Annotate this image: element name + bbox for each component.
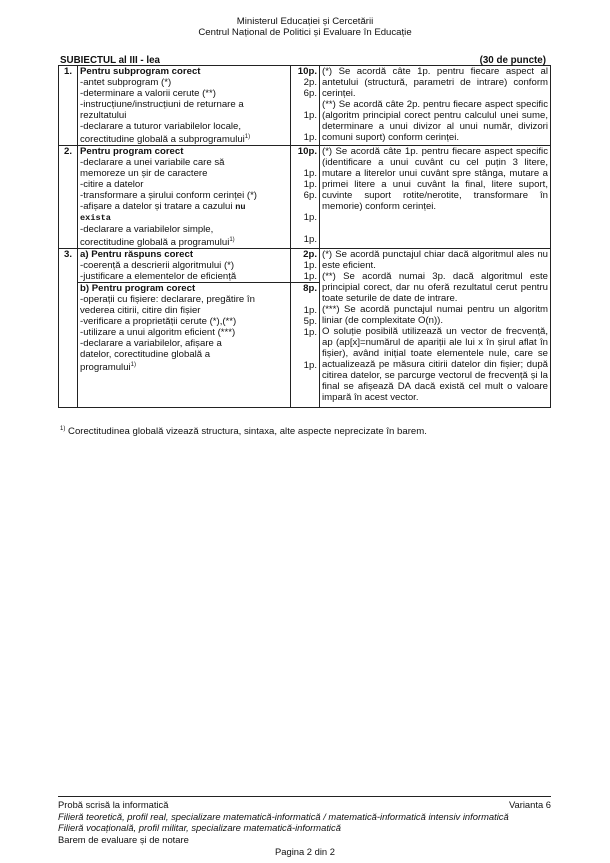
barem-label: Barem de evaluare și de notare: [58, 833, 189, 845]
criterion-points: 2p.: [303, 77, 317, 88]
criterion-points: 1p.: [303, 110, 317, 121]
track-vocational: Filieră vocațională, profil militar, specializare matematică-informatică: [58, 822, 341, 833]
item-points: 10p.: [297, 146, 317, 158]
criterion-points: 1p.: [303, 260, 317, 272]
criterion-points: 1p.: [303, 234, 317, 246]
section-points: (30 de puncte): [479, 55, 546, 66]
footnote-mark: 1): [229, 237, 235, 244]
criterion: -declarare a unei variabile care să: [80, 157, 225, 169]
page-number: Pagina 2 din 2: [275, 846, 335, 857]
item-points: 10p.: [297, 66, 317, 77]
footnote-mark: 1): [60, 426, 66, 432]
center-name: Centrul Național de Politici și Evaluare în Educație: [198, 27, 412, 38]
item-number: 1.: [59, 66, 78, 146]
criterion: -determinare a valorii cerute (**): [80, 88, 216, 99]
grading-note: (**) Se acordă câte 2p. pentru fiecare aspect specific (algoritm principial corect pentru calculul unei sume, determinare a unui divizor al unui număr, divizori comuni suport) conform cerinței.: [322, 99, 548, 143]
table-row: [59, 146, 551, 249]
criterion: -declarare a variabilelor simple,: [80, 224, 214, 236]
criterion: rezultatului: [80, 110, 127, 121]
criterion-points: 6p.: [303, 88, 317, 99]
criterion: -transformare a șirului conform cerinței (*): [80, 190, 258, 202]
criterion: -instrucțiune/instrucțiuni de returnare a: [80, 99, 244, 110]
criterion-points: 6p.: [303, 190, 317, 202]
criterion: -verificare a proprietății cerute (*),(**): [80, 316, 237, 328]
criterion: -citire a datelor: [80, 179, 144, 191]
track-theoretical: Filieră teoretică, profil real, specializare matematică-informatică / matematică-informatică intensiv informatică: [58, 810, 509, 822]
criterion: -declarare a tuturor variabilelor locale,: [80, 121, 242, 132]
criterion-points: 1p.: [303, 132, 317, 143]
footnote: [60, 426, 427, 437]
criterion: -coerență a descrierii algoritmului (*): [80, 260, 235, 272]
code-keyword: exista: [80, 213, 111, 224]
grading-note: (**) Se acordă numai 3p. dacă algoritmul este principial corect, dar nu oferă rezultatul cerut pentru toate seturile de date de intrare.: [322, 271, 548, 305]
code-keyword: nu: [235, 202, 246, 213]
grading-table: [58, 65, 551, 408]
criterion: programului$^{1)}$: [80, 362, 137, 374]
variant-label: Varianta 6: [508, 799, 551, 810]
item-number: 3.: [59, 249, 78, 407]
page-footer: [58, 799, 551, 845]
footnote-mark: 1): [244, 134, 251, 140]
footnote-text: Corectitudinea globală vizează structura, sintaxa, alte aspecte neprecizate în barem.: [68, 426, 427, 438]
grading-note: (***) Se acordă punctajul numai pentru un algoritm liniar (de complexitate O(n)).: [322, 304, 548, 327]
criterion: -afișare a datelor și tratare a cazului nu: [80, 201, 246, 213]
criterion: corectitudine globală a programului$^{1)}$: [80, 237, 235, 249]
document-header: [0, 16, 610, 38]
criterion-points: 1p.: [303, 168, 317, 180]
criterion: -declarare a variabilelor, afișare a: [80, 338, 222, 350]
criterion: vederea citirii, citire din fișier: [80, 305, 201, 317]
criterion-points: 5p.: [303, 316, 317, 328]
section-title: SUBIECTUL al III - lea: [60, 55, 160, 66]
criterion: -antet subprogram (*): [80, 77, 172, 88]
criterion-points: 1p.: [303, 179, 317, 191]
grading-note: O soluție posibilă utilizează un vector de frecvență, ap (ap[x]=numărul de apariții ale lui x în șirul aflat în fișier), având inițial toate elementele nule, care se actualizează pe măsura citirii datelor din fișier; după citirea datelor, se parcurge vectorul de frecvență și la final se afișează DA dacă există cel mult o valoare impară în acest vector.: [322, 326, 548, 404]
grading-note: (*) Se acordă câte 1p. pentru fiecare aspect al antetului (structură, parametri de intrare) conform cerinței.: [322, 66, 548, 99]
criterion-points: 1p.: [303, 327, 317, 339]
criterion-points: 1p.: [303, 212, 317, 224]
criterion: -justificare a elementelor de eficiență: [80, 271, 237, 283]
footnote-mark: 1): [130, 362, 137, 369]
grading-note: (*) Se acordă punctajul chiar dacă algoritmul ales nu este eficient.: [322, 249, 548, 272]
criterion: memoreze un șir de caractere: [80, 168, 208, 180]
criterion-points: 1p.: [303, 271, 317, 283]
criterion: datelor, corectitudine globală a: [80, 349, 211, 361]
item-title: Pentru subprogram corect: [80, 66, 201, 77]
criterion: corectitudine globală a subprogramului$^{1)}$: [80, 134, 251, 146]
item-number: 2.: [59, 146, 78, 249]
table-row: [59, 249, 551, 407]
table-row: [59, 66, 551, 146]
exam-name: Probă scrisă la informatică: [58, 799, 169, 810]
item-points: 2p.: [303, 249, 317, 261]
criterion-points: 1p.: [303, 360, 317, 372]
item-title: a) Pentru răspuns corect: [80, 249, 194, 261]
ministry-name: Ministerul Educației și Cercetării: [236, 16, 374, 27]
grading-note: (*) Se acordă câte 1p. pentru fiecare aspect specific (identificare a unui cuvânt cu cel puțin 3 litere, mutare a literelor unui cuvânt spre stânga, mutare a primei litere a unui cuvânt la final, litere suport, cuvinte suport rotite/nerotite, transformare în memorie) conform cerinței.: [322, 146, 548, 213]
item-title: b) Pentru program corect: [80, 283, 196, 295]
criterion-points: 1p.: [303, 305, 317, 317]
footer-divider: [58, 796, 551, 797]
item-points: 8p.: [303, 283, 317, 295]
criterion: -utilizare a unui algoritm eficient (***): [80, 327, 236, 339]
item-title: Pentru program corect: [80, 146, 184, 158]
criterion: -operații cu fișiere: declarare, pregătire în: [80, 294, 255, 306]
